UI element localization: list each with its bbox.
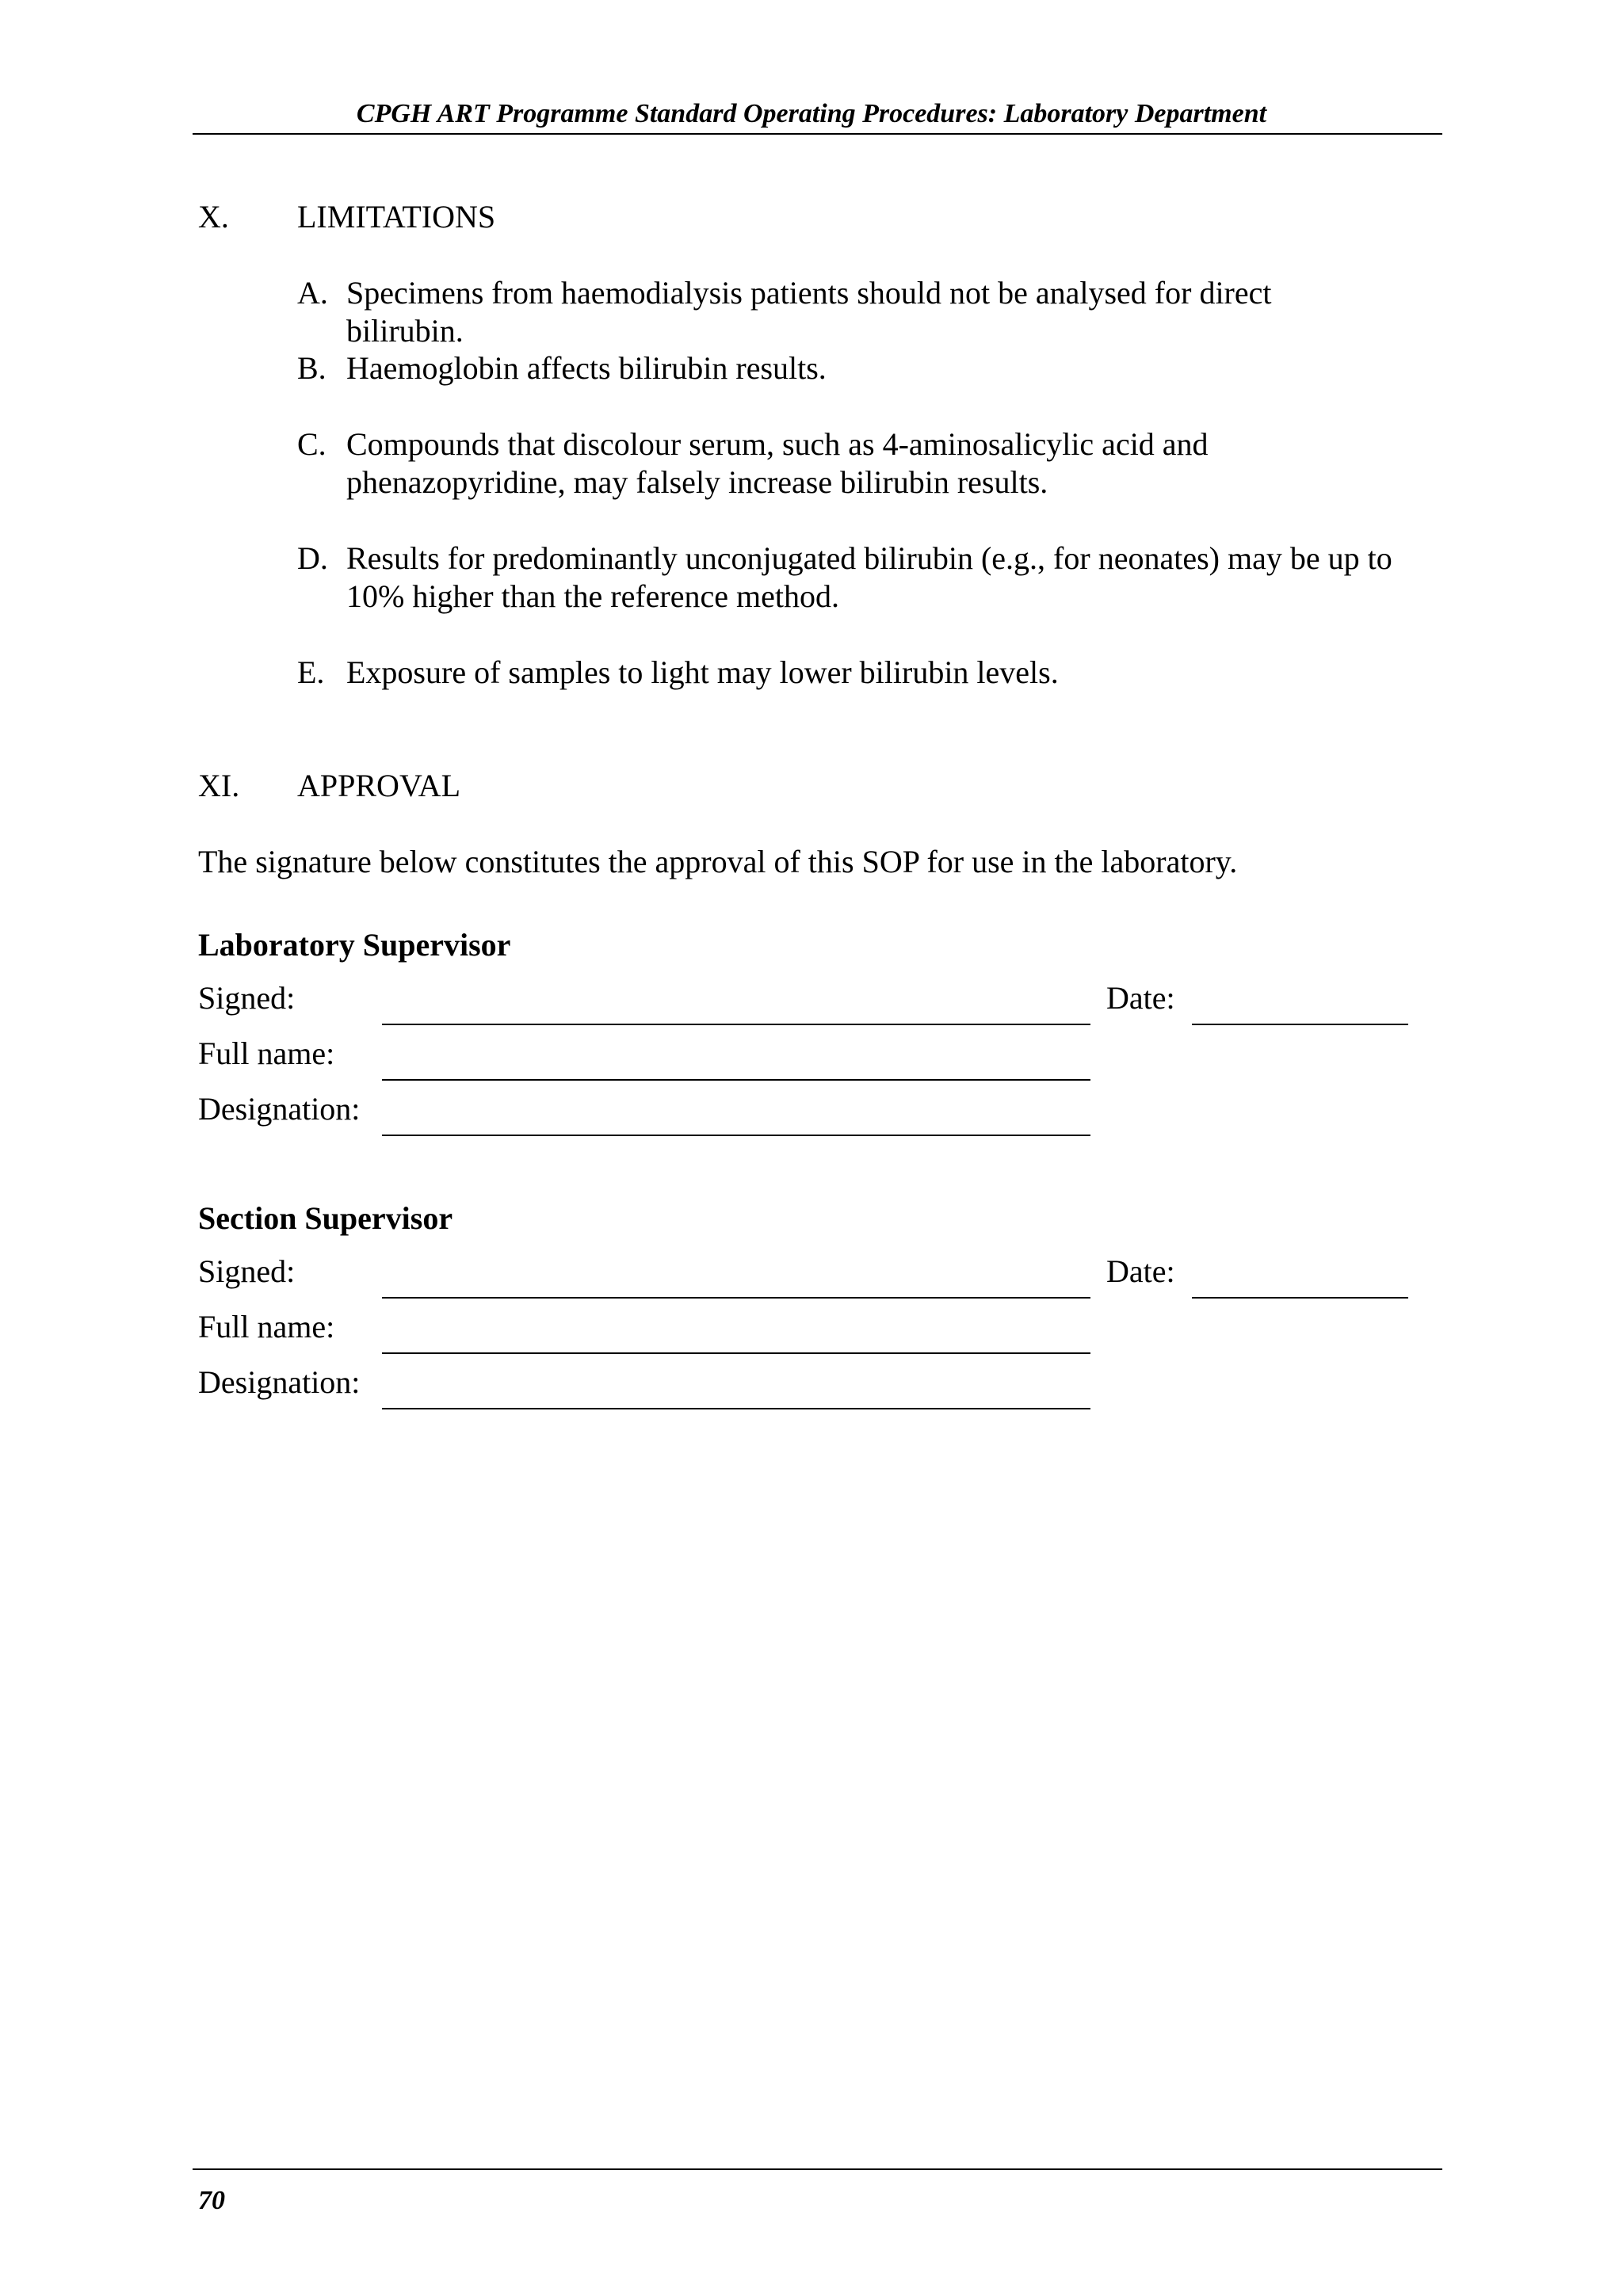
- list-item-letter: D.: [297, 540, 328, 576]
- footer-rule: [193, 2168, 1442, 2170]
- list-item-letter: A.: [297, 275, 328, 311]
- section-heading: APPROVAL: [297, 768, 460, 803]
- section-number: XI.: [198, 768, 240, 803]
- designation-label: Designation:: [198, 1091, 361, 1127]
- fullname-line[interactable]: [382, 1079, 1090, 1081]
- list-item-letter: B.: [297, 350, 327, 386]
- running-header: CPGH ART Programme Standard Operating Procedures: Laboratory Department: [356, 99, 1267, 128]
- list-item-letter: C.: [297, 426, 327, 462]
- signed-label: Signed:: [198, 1253, 296, 1289]
- page-number: 70: [198, 2186, 225, 2215]
- section-heading: LIMITATIONS: [297, 199, 496, 235]
- list-item-letter: E.: [297, 654, 325, 690]
- date-line[interactable]: [1192, 1297, 1408, 1299]
- list-item-text: Compounds that discolour serum, such as 4-aminosalicylic acid and: [346, 426, 1209, 462]
- list-item-text: Results for predominantly unconjugated bilirubin (e.g., for neonates) may be up to: [346, 540, 1392, 576]
- signature-line[interactable]: [382, 1297, 1090, 1299]
- signature-block-title: Section Supervisor: [198, 1200, 453, 1236]
- section-number: X.: [198, 199, 229, 235]
- fullname-label: Full name:: [198, 1035, 335, 1071]
- designation-label: Designation:: [198, 1364, 361, 1400]
- fullname-line[interactable]: [382, 1352, 1090, 1354]
- fullname-label: Full name:: [198, 1309, 335, 1344]
- list-item-text: 10% higher than the reference method.: [346, 578, 839, 614]
- date-label: Date:: [1106, 1253, 1175, 1289]
- signed-label: Signed:: [198, 980, 296, 1016]
- list-item-text: Specimens from haemodialysis patients should not be analysed for direct: [346, 275, 1272, 311]
- date-label: Date:: [1106, 980, 1175, 1016]
- designation-line[interactable]: [382, 1135, 1090, 1136]
- header-rule: [193, 133, 1442, 135]
- list-item-text: phenazopyridine, may falsely increase bilirubin results.: [346, 464, 1048, 500]
- designation-line[interactable]: [382, 1408, 1090, 1409]
- date-line[interactable]: [1192, 1024, 1408, 1025]
- signature-block-title: Laboratory Supervisor: [198, 927, 511, 963]
- approval-statement: The signature below constitutes the approval of this SOP for use in the laboratory.: [198, 844, 1238, 879]
- list-item-text: Haemoglobin affects bilirubin results.: [346, 350, 827, 386]
- list-item-text: bilirubin.: [346, 313, 464, 349]
- list-item-text: Exposure of samples to light may lower bilirubin levels.: [346, 654, 1059, 690]
- signature-line[interactable]: [382, 1024, 1090, 1025]
